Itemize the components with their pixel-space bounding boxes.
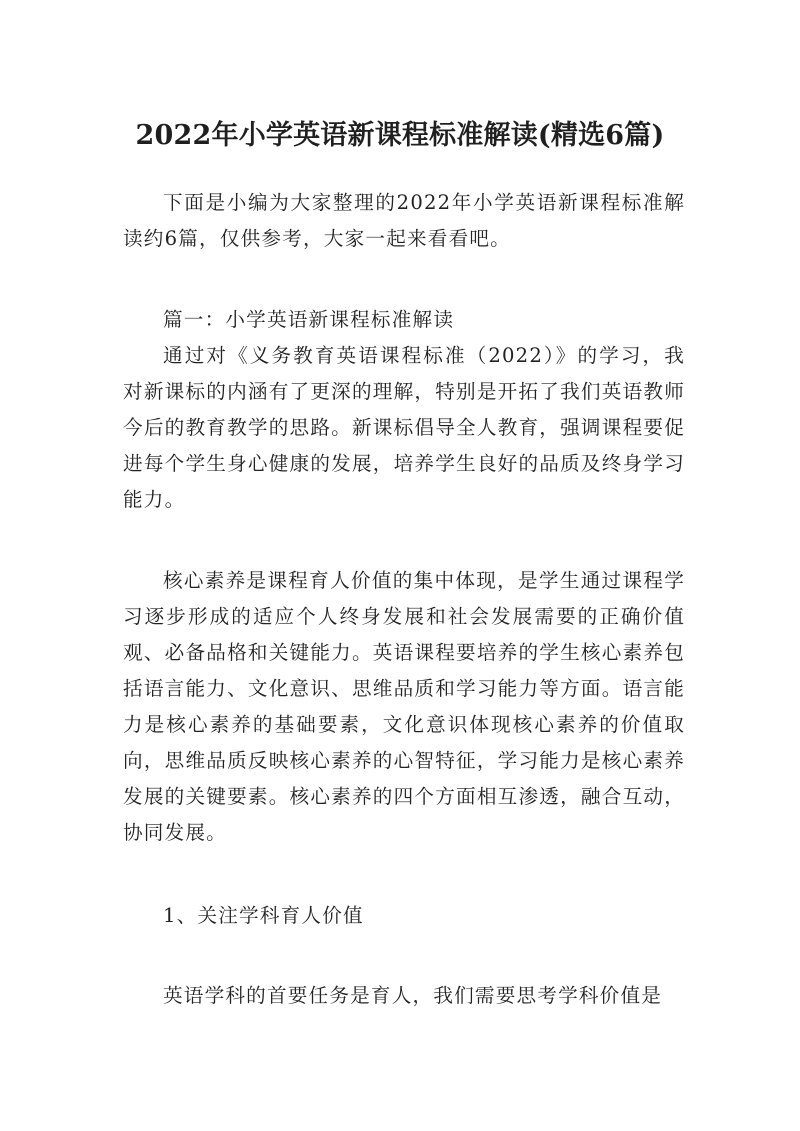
body-paragraph-1: 通过对《义务教育英语课程标准（2022）》的学习，我对新课标的内涵有了更深的理解，特别是开拓了我们英语教师今后的教育教学的思路。新课标倡导全人教育，强调课程要促进每个学生身心健康的发展，培养学生良好的品质及终身学习能力。 — [123, 344, 685, 511]
document-title: 2022年小学英语新课程标准解读(精选6篇) — [135, 120, 665, 152]
body-paragraph-3: 英语学科的首要任务是育人，我们需要思考学科价值是 — [163, 984, 663, 1007]
section-heading: 篇一：小学英语新课程标准解读 — [163, 308, 455, 331]
intro-paragraph: 下面是小编为大家整理的2022年小学英语新课程标准解读约6篇，仅供参考，大家一起来看看吧。 — [123, 191, 685, 250]
body-paragraph-2: 核心素养是课程育人价值的集中体现，是学生通过课程学习逐步形成的适应个人终身发展和社会发展需要的正确价值观、必备品格和关键能力。英语课程要培养的学生核心素养包括语言能力、文化意识、思维品质和学习能力等方面。语言能力是核心素养的基础要素，文化意识体现核心素养的价值取向，思维品质反映核心素养的心智特征，学习能力是核心素养发展的关键要素。核心素养的四个方面相互渗透，融合互动，协同发展。 — [123, 569, 685, 844]
subheading-1: 1、关注学科育人价值 — [163, 904, 364, 927]
